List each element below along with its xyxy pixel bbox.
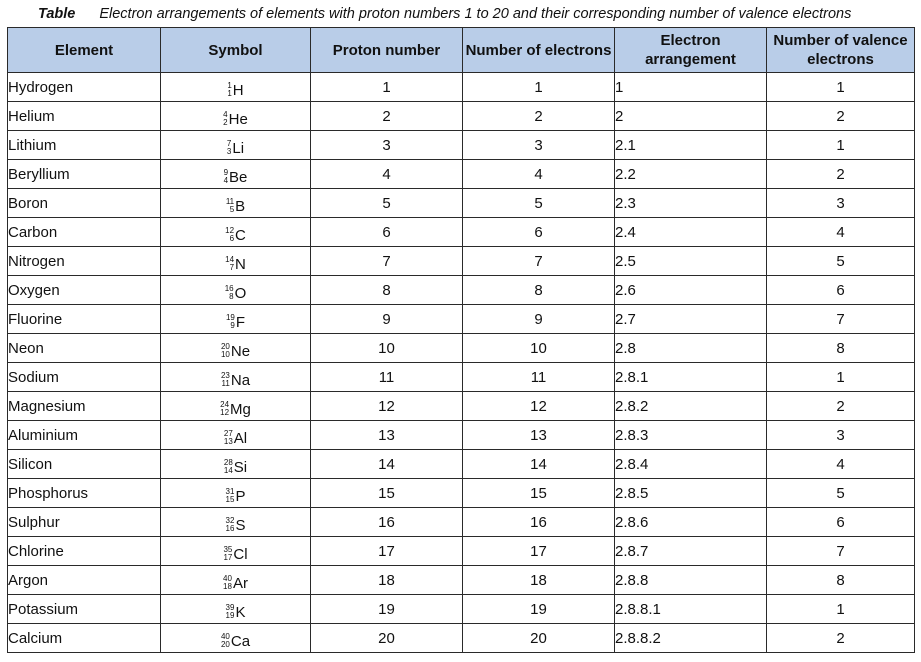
atomic-number: 14 (223, 466, 233, 476)
mass-number: 35 (223, 545, 233, 555)
nuclide-numbers (225, 285, 234, 301)
element-symbol: O (234, 284, 247, 302)
cell-electron-arrangement: 2.7 (615, 305, 767, 334)
element-symbol: B (235, 197, 246, 215)
cell-valence-electrons: 2 (767, 102, 915, 131)
table-row (8, 450, 915, 479)
nuclide-symbol (226, 517, 246, 534)
header-number-of-electrons: Number of electrons (463, 28, 615, 73)
cell-electron-arrangement: 2.8.1 (615, 363, 767, 392)
element-symbol: K (235, 603, 246, 621)
table-row (8, 73, 915, 102)
cell-electron-arrangement: 2 (615, 102, 767, 131)
mass-number: 31 (225, 487, 235, 497)
header-row (8, 28, 915, 73)
cell-number-of-electrons: 2 (463, 102, 615, 131)
cell-electron-arrangement: 2.8.5 (615, 479, 767, 508)
mass-number: 11 (225, 197, 235, 207)
cell-element: Silicon (8, 450, 161, 479)
atomic-number: 7 (229, 263, 235, 273)
table-row (8, 595, 915, 624)
atomic-number: 12 (220, 408, 230, 418)
nuclide-symbol (223, 546, 247, 563)
table-row (8, 537, 915, 566)
atomic-number: 19 (225, 611, 235, 621)
nuclide-numbers (226, 198, 234, 214)
table-row (8, 334, 915, 363)
cell-symbol (161, 421, 311, 450)
cell-element: Phosphorus (8, 479, 161, 508)
mass-number: 39 (225, 603, 235, 613)
element-symbol: He (228, 110, 248, 128)
nuclide-symbol (224, 459, 247, 476)
cell-valence-electrons: 1 (767, 131, 915, 160)
header-electron-arrangement: Electron arrangement (615, 28, 767, 73)
cell-proton-number: 1 (311, 73, 463, 102)
mass-number: 14 (225, 255, 235, 265)
cell-symbol (161, 624, 311, 653)
table-row (8, 566, 915, 595)
nuclide-symbol (224, 430, 247, 447)
mass-number: 28 (223, 458, 233, 468)
cell-symbol (161, 334, 311, 363)
atomic-number: 17 (223, 553, 233, 563)
cell-proton-number: 15 (311, 479, 463, 508)
cell-number-of-electrons: 8 (463, 276, 615, 305)
table-row (8, 508, 915, 537)
cell-number-of-electrons: 4 (463, 160, 615, 189)
cell-electron-arrangement: 2.8 (615, 334, 767, 363)
nuclide-numbers (223, 546, 232, 562)
cell-electron-arrangement: 1 (615, 73, 767, 102)
cell-proton-number: 9 (311, 305, 463, 334)
cell-proton-number: 7 (311, 247, 463, 276)
nuclide-numbers (221, 343, 230, 359)
cell-symbol (161, 218, 311, 247)
element-symbol: Ca (230, 632, 251, 650)
caption-label: Table (38, 6, 76, 22)
element-symbol: C (235, 226, 246, 244)
cell-element: Oxygen (8, 276, 161, 305)
cell-electron-arrangement: 2.1 (615, 131, 767, 160)
nuclide-numbers (226, 314, 235, 330)
nuclide-numbers (226, 604, 235, 620)
cell-number-of-electrons: 7 (463, 247, 615, 276)
element-symbol: S (235, 516, 246, 534)
element-symbol: Be (229, 168, 248, 186)
nuclide-numbers (226, 517, 235, 533)
table-row (8, 131, 915, 160)
cell-electron-arrangement: 2.8.8.1 (615, 595, 767, 624)
element-symbol: Si (233, 458, 248, 476)
element-symbol: H (232, 81, 244, 99)
mass-number: 1 (227, 81, 232, 91)
cell-valence-electrons: 5 (767, 247, 915, 276)
element-symbol: Ne (230, 342, 251, 360)
cell-number-of-electrons: 10 (463, 334, 615, 363)
nuclide-numbers (227, 140, 231, 156)
cell-number-of-electrons: 3 (463, 131, 615, 160)
cell-valence-electrons: 6 (767, 276, 915, 305)
mass-number: 23 (220, 371, 230, 381)
mass-number: 40 (223, 574, 232, 584)
cell-proton-number: 10 (311, 334, 463, 363)
atomic-number: 8 (229, 292, 234, 302)
cell-symbol (161, 508, 311, 537)
cell-electron-arrangement: 2.5 (615, 247, 767, 276)
nuclide-symbol (223, 111, 248, 128)
cell-number-of-electrons: 6 (463, 218, 615, 247)
cell-symbol (161, 276, 311, 305)
element-symbol: P (235, 487, 246, 505)
cell-element: Argon (8, 566, 161, 595)
mass-number: 19 (225, 313, 235, 323)
mass-number: 9 (223, 168, 229, 178)
table-body (8, 73, 915, 653)
nuclide-numbers (220, 401, 229, 417)
nuclide-symbol (221, 372, 250, 389)
cell-number-of-electrons: 5 (463, 189, 615, 218)
nuclide-symbol (220, 401, 251, 418)
nuclide-numbers (224, 430, 233, 446)
caption-text: Electron arrangements of elements with proton numbers 1 to 20 and their corresponding number of valence electrons (99, 6, 852, 22)
nuclide-symbol (223, 575, 248, 592)
mass-number: 7 (226, 139, 232, 149)
cell-element: Calcium (8, 624, 161, 653)
cell-valence-electrons: 7 (767, 305, 915, 334)
cell-valence-electrons: 5 (767, 479, 915, 508)
cell-element: Fluorine (8, 305, 161, 334)
cell-valence-electrons: 1 (767, 595, 915, 624)
atomic-number: 16 (225, 524, 235, 534)
cell-number-of-electrons: 12 (463, 392, 615, 421)
cell-element: Hydrogen (8, 73, 161, 102)
table-row (8, 479, 915, 508)
nuclide-symbol (225, 285, 247, 302)
table-row (8, 392, 915, 421)
cell-valence-electrons: 1 (767, 73, 915, 102)
header-valence-electrons: Number of valence electrons (767, 28, 915, 73)
cell-electron-arrangement: 2.8.7 (615, 537, 767, 566)
mass-number: 12 (225, 226, 235, 236)
cell-symbol (161, 479, 311, 508)
atomic-number: 5 (229, 205, 235, 215)
cell-electron-arrangement: 2.8.2 (615, 392, 767, 421)
table-row (8, 218, 915, 247)
cell-element: Magnesium (8, 392, 161, 421)
table-row (8, 276, 915, 305)
nuclide-symbol (225, 227, 246, 244)
table-caption (38, 4, 851, 26)
mass-number: 27 (223, 429, 233, 439)
table-row (8, 247, 915, 276)
cell-symbol (161, 566, 311, 595)
cell-number-of-electrons: 15 (463, 479, 615, 508)
cell-proton-number: 6 (311, 218, 463, 247)
nuclide-numbers (223, 575, 232, 591)
cell-proton-number: 19 (311, 595, 463, 624)
cell-element: Nitrogen (8, 247, 161, 276)
cell-proton-number: 16 (311, 508, 463, 537)
cell-number-of-electrons: 19 (463, 595, 615, 624)
table-row (8, 305, 915, 334)
cell-symbol (161, 131, 311, 160)
atomic-number: 2 (223, 118, 228, 128)
cell-valence-electrons: 1 (767, 363, 915, 392)
cell-number-of-electrons: 13 (463, 421, 615, 450)
header-element: Element (8, 28, 161, 73)
element-symbol: Li (232, 139, 245, 157)
cell-proton-number: 13 (311, 421, 463, 450)
mass-number: 16 (224, 284, 234, 294)
mass-number: 4 (223, 110, 228, 120)
atomic-number: 15 (225, 495, 235, 505)
cell-electron-arrangement: 2.6 (615, 276, 767, 305)
atomic-number: 18 (223, 582, 232, 592)
cell-valence-electrons: 2 (767, 160, 915, 189)
cell-element: Beryllium (8, 160, 161, 189)
cell-symbol (161, 73, 311, 102)
cell-element: Helium (8, 102, 161, 131)
cell-proton-number: 5 (311, 189, 463, 218)
table-row (8, 421, 915, 450)
nuclide-symbol (221, 343, 250, 360)
cell-electron-arrangement: 2.8.8 (615, 566, 767, 595)
cell-electron-arrangement: 2.4 (615, 218, 767, 247)
element-symbol: Ar (232, 574, 248, 592)
atomic-number: 4 (223, 176, 229, 186)
cell-valence-electrons: 2 (767, 392, 915, 421)
cell-proton-number: 18 (311, 566, 463, 595)
cell-proton-number: 20 (311, 624, 463, 653)
cell-number-of-electrons: 16 (463, 508, 615, 537)
cell-electron-arrangement: 2.2 (615, 160, 767, 189)
cell-number-of-electrons: 17 (463, 537, 615, 566)
nuclide-symbol (227, 140, 244, 157)
cell-symbol (161, 595, 311, 624)
mass-number: 32 (225, 516, 235, 526)
nuclide-numbers (226, 488, 235, 504)
cell-proton-number: 14 (311, 450, 463, 479)
nuclide-symbol (226, 198, 245, 215)
table-row (8, 363, 915, 392)
cell-symbol (161, 160, 311, 189)
nuclide-symbol (224, 169, 248, 186)
cell-element: Lithium (8, 131, 161, 160)
nuclide-numbers (224, 459, 233, 475)
cell-number-of-electrons: 20 (463, 624, 615, 653)
header-symbol: Symbol (161, 28, 311, 73)
cell-element: Chlorine (8, 537, 161, 566)
cell-symbol (161, 392, 311, 421)
cell-valence-electrons: 3 (767, 421, 915, 450)
cell-proton-number: 17 (311, 537, 463, 566)
nuclide-numbers (221, 372, 230, 388)
cell-proton-number: 11 (311, 363, 463, 392)
cell-element: Potassium (8, 595, 161, 624)
element-symbol: Na (230, 371, 251, 389)
cell-element: Boron (8, 189, 161, 218)
element-symbol: N (235, 255, 246, 273)
mass-number: 20 (220, 342, 230, 352)
element-symbol: Mg (230, 400, 251, 418)
cell-proton-number: 8 (311, 276, 463, 305)
cell-proton-number: 2 (311, 102, 463, 131)
element-symbol: Cl (233, 545, 248, 563)
cell-proton-number: 12 (311, 392, 463, 421)
nuclide-symbol (226, 314, 245, 331)
cell-proton-number: 3 (311, 131, 463, 160)
electron-arrangement-table (7, 27, 915, 653)
atomic-number: 9 (230, 321, 235, 331)
atomic-number: 20 (220, 640, 230, 650)
cell-number-of-electrons: 11 (463, 363, 615, 392)
cell-symbol (161, 102, 311, 131)
table-row (8, 189, 915, 218)
nuclide-numbers (221, 633, 230, 649)
cell-symbol (161, 247, 311, 276)
mass-number: 24 (220, 400, 230, 410)
cell-symbol (161, 363, 311, 392)
cell-number-of-electrons: 14 (463, 450, 615, 479)
cell-element: Sulphur (8, 508, 161, 537)
atomic-number: 1 (227, 89, 232, 99)
element-symbol: Al (233, 429, 248, 447)
atomic-number: 13 (223, 437, 233, 447)
cell-proton-number: 4 (311, 160, 463, 189)
nuclide-symbol (227, 82, 243, 99)
nuclide-numbers (224, 169, 228, 185)
cell-valence-electrons: 3 (767, 189, 915, 218)
nuclide-symbol (221, 633, 250, 650)
cell-number-of-electrons: 9 (463, 305, 615, 334)
cell-valence-electrons: 2 (767, 624, 915, 653)
element-symbol: F (235, 313, 246, 331)
header-proton-number: Proton number (311, 28, 463, 73)
nuclide-numbers (227, 82, 231, 98)
nuclide-numbers (223, 111, 227, 127)
cell-number-of-electrons: 18 (463, 566, 615, 595)
cell-symbol (161, 450, 311, 479)
cell-valence-electrons: 7 (767, 537, 915, 566)
cell-valence-electrons: 4 (767, 218, 915, 247)
mass-number: 40 (220, 632, 230, 642)
nuclide-numbers (225, 227, 234, 243)
cell-valence-electrons: 6 (767, 508, 915, 537)
atomic-number: 6 (229, 234, 235, 244)
nuclide-symbol (225, 256, 246, 273)
table-row (8, 160, 915, 189)
table-row (8, 102, 915, 131)
cell-symbol (161, 537, 311, 566)
cell-number-of-electrons: 1 (463, 73, 615, 102)
cell-element: Sodium (8, 363, 161, 392)
cell-element: Aluminium (8, 421, 161, 450)
cell-element: Neon (8, 334, 161, 363)
cell-symbol (161, 189, 311, 218)
cell-valence-electrons: 4 (767, 450, 915, 479)
table-row (8, 624, 915, 653)
cell-valence-electrons: 8 (767, 334, 915, 363)
cell-electron-arrangement: 2.8.8.2 (615, 624, 767, 653)
nuclide-symbol (226, 604, 246, 621)
nuclide-numbers (225, 256, 234, 272)
cell-symbol (161, 305, 311, 334)
cell-element: Carbon (8, 218, 161, 247)
atomic-number: 10 (220, 350, 230, 360)
cell-valence-electrons: 8 (767, 566, 915, 595)
cell-electron-arrangement: 2.3 (615, 189, 767, 218)
atomic-number: 11 (221, 379, 230, 389)
nuclide-symbol (226, 488, 246, 505)
cell-electron-arrangement: 2.8.3 (615, 421, 767, 450)
atomic-number: 3 (226, 147, 232, 157)
cell-electron-arrangement: 2.8.6 (615, 508, 767, 537)
cell-electron-arrangement: 2.8.4 (615, 450, 767, 479)
